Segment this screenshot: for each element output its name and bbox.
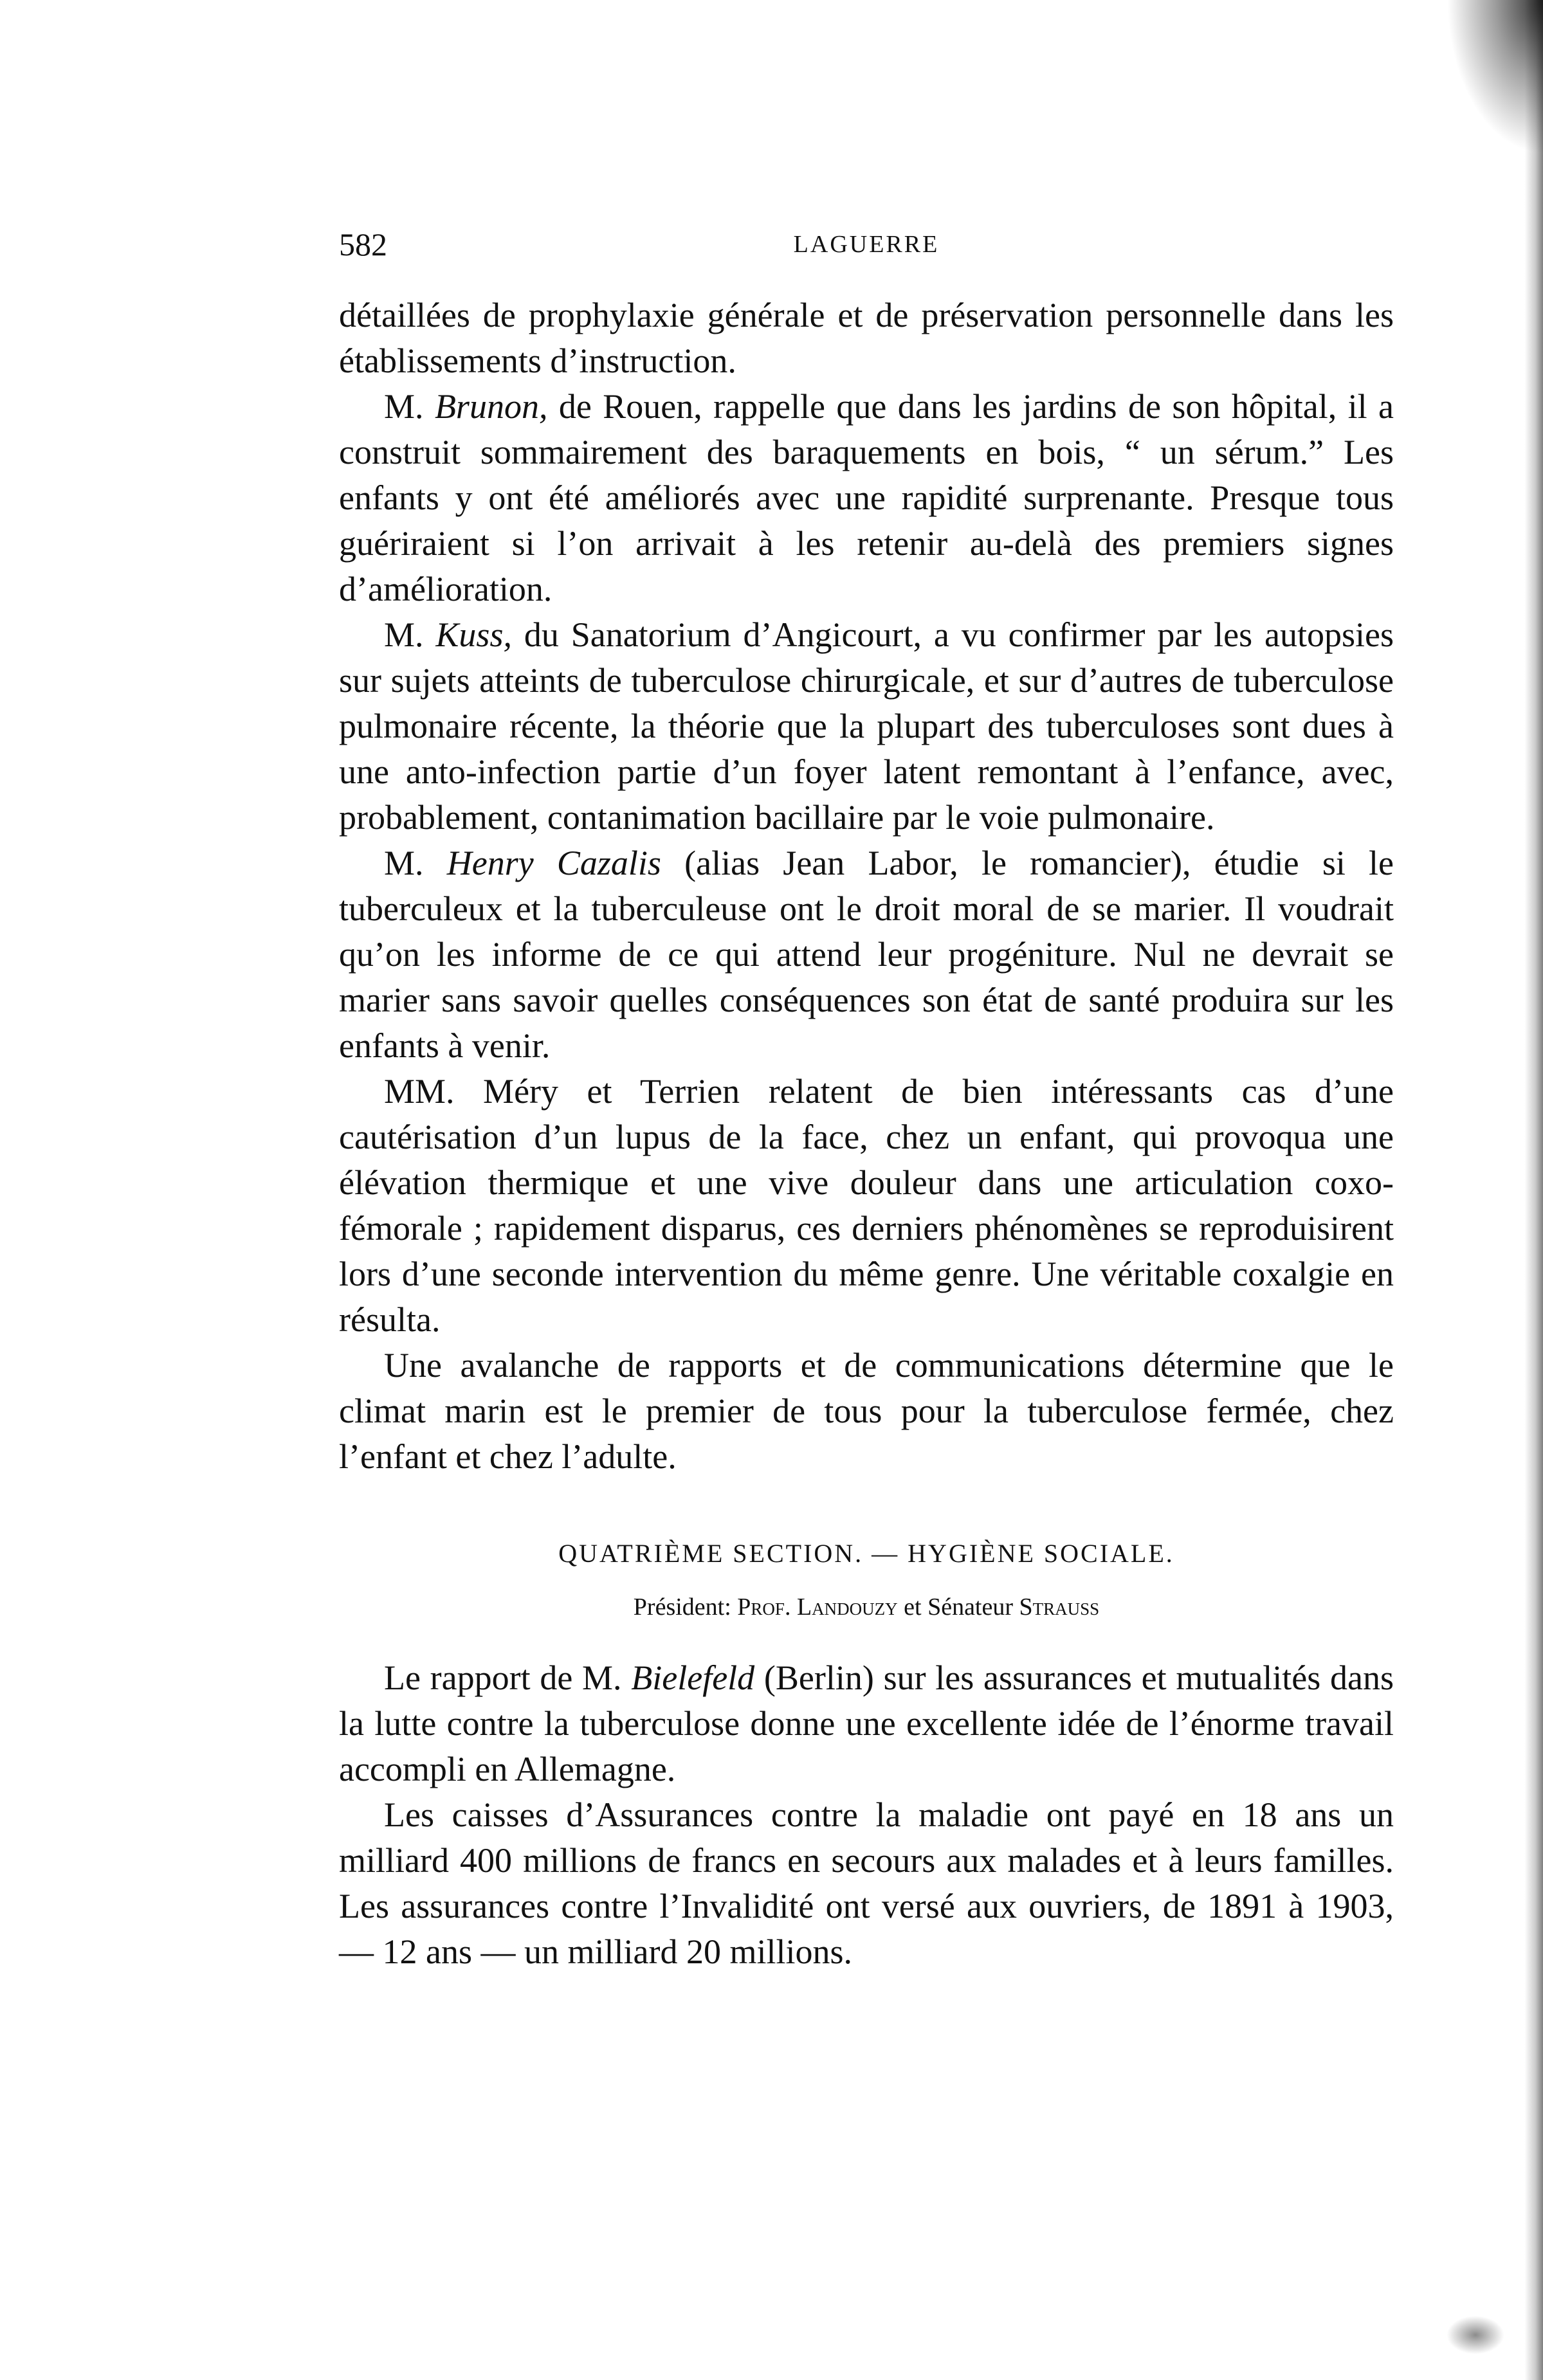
paragraph-text: détaillées de prophylaxie générale et de préservation personnelle dans les établissements d’instruction. — [339, 296, 1394, 380]
person-name: Kuss, — [435, 615, 512, 654]
paragraph-prefix: M. — [384, 844, 447, 882]
paragraph-text: (alias Jean Labor, le romancier), étudie si le tuberculeux et la tuberculeuse ont le droit moral de se marier. Il voudrait qu’on les informe de ce qui attend leur progéniture. Nul ne devrait se marier sans savoir quelles conséquences son état de santé produira sur les enfants à venir. — [339, 844, 1394, 1065]
presidents-and: et Sénateur — [897, 1594, 1019, 1621]
paragraph-text: MM. Méry et Terrien relatent de bien intéressants cas d’une cautérisation d’un lupus de la face, chez un enfant, qui provoqua une élévation thermique et une vive douleur dans une articulation coxo-fémorale ; rapidement disparus, ces derniers phénomènes se reproduisirent lors d’une seconde intervention du même genre. Une véritable coxalgie en résulta. — [339, 1072, 1394, 1339]
running-head: LAGUERRE — [793, 231, 940, 258]
paragraph — [339, 840, 1394, 1069]
paragraph-prefix: M. — [384, 615, 436, 654]
page-number: 582 — [339, 226, 387, 262]
paragraph — [339, 612, 1394, 840]
section-presidents — [339, 1588, 1394, 1626]
paragraph-prefix: Le rapport de M. — [384, 1658, 632, 1697]
president-prof: Prof. Landouzy — [737, 1594, 898, 1621]
paragraph — [339, 384, 1394, 612]
section-title: QUATRIÈME SECTION. — HYGIÈNE SOCIALE. — [558, 1539, 1174, 1568]
paragraph — [339, 1343, 1394, 1480]
paragraph — [339, 293, 1394, 384]
paragraph-text: Les caisses d’Assurances contre la maladie ont payé en 18 ans un milliard 400 millions de francs en secours aux malades et à leurs familles. Les assurances contre l’Invalidité ont versé aux ouvriers, de 1891 à 1903, — 12 ans — un milliard 20 millions. — [339, 1795, 1394, 1971]
person-name: Bielefeld — [631, 1658, 755, 1697]
presidents-label: Président: — [633, 1594, 738, 1621]
paragraph — [339, 1792, 1394, 1975]
paragraph-text: (Berlin) sur les assurances et mutualités dans la lutte contre la tuberculose donne une excellente idée de l’énorme travail accompli en Allemagne. — [339, 1658, 1394, 1788]
scan-shadow-edge — [1482, 0, 1543, 2380]
paragraph-text: de Rouen, rappelle que dans les jardins de son hôpital, il a construit sommairement des baraquements en bois, “ un sérum.” Les enfants y ont été améliorés avec une rapidité surprenante. Presque tous guériraient si l’on arrivait à les retenir au-delà des premiers signes d’amélioration. — [339, 387, 1394, 608]
paragraph — [339, 1655, 1394, 1792]
person-name: Henry Cazalis — [446, 844, 661, 882]
page-header — [339, 222, 1394, 267]
person-name: Brunon, — [434, 387, 548, 426]
paragraph-text: du Sanatorium d’Angicourt, a vu confirmer par les autopsies sur sujets atteints de tuberculose chirurgicale, et sur d’autres de tuberculose pulmonaire récente, la théorie que la plupart des tuberculoses sont dues à une anto-infection partie d’un foyer latent remontant à l’enfance, avec, probablement, contanimation bacillaire par le voie pulmonaire. — [339, 615, 1394, 837]
scan-shadow-corner — [1447, 0, 1543, 154]
president-senator: Strauss — [1019, 1594, 1100, 1621]
paragraph-prefix: M. — [384, 387, 435, 426]
scan-mark — [1447, 2316, 1504, 2354]
page-body — [339, 293, 1394, 1975]
paragraph — [339, 1069, 1394, 1343]
paragraph-text: Une avalanche de rapports et de communications détermine que le climat marin est le premier de tous pour la tuberculose fermée, chez l’enfant et chez l’adulte. — [339, 1346, 1394, 1476]
